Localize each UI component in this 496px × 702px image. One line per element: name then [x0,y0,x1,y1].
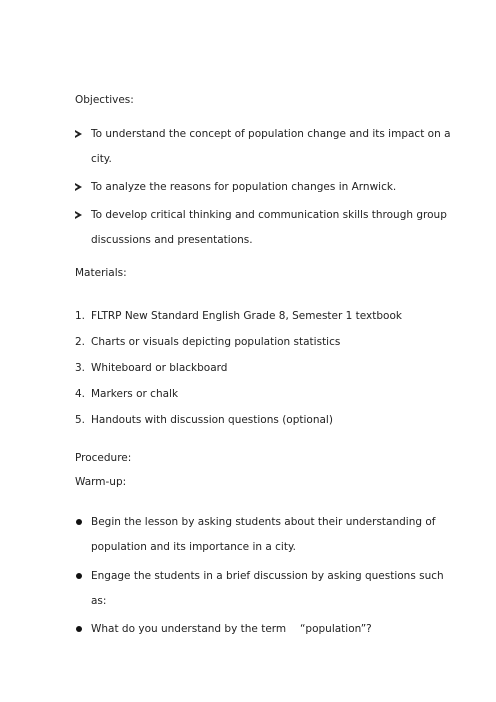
bullet-icon [76,573,82,579]
material-text: Markers or chalk [91,388,179,400]
objective-item [75,180,421,194]
objectives-heading: Objectives: [75,94,134,106]
objective-item [75,208,447,247]
list-number: 2. [75,336,86,348]
procedure-line: population and its importance in a city. [91,541,297,553]
objective-line: To understand the concept of population change and its impact on a [91,128,451,140]
materials-heading: Materials: [75,267,127,279]
arrow-icon [75,130,82,138]
procedure-item [75,515,436,554]
material-item [75,413,421,427]
list-number: 3. [75,362,86,374]
material-text: FLTRP New Standard English Grade 8, Semester 1 textbook [91,310,402,322]
objective-line: To develop critical thinking and communication skills through group [91,209,447,221]
objective-line: discussions and presentations. [91,234,253,246]
material-item [75,309,421,323]
procedure-item [75,569,444,608]
arrow-icon [75,211,82,219]
objective-item [75,127,451,166]
procedure-line: Engage the students in a brief discussion by asking questions such [91,570,444,582]
procedure-item [75,622,421,636]
bullet-icon [76,626,82,632]
list-number: 1. [75,310,86,322]
material-item [75,361,421,375]
objective-line: To analyze the reasons for population changes in Arnwick. [91,181,397,193]
material-item [75,335,421,349]
arrow-icon [75,183,82,191]
bullet-icon [76,519,82,525]
objective-line: city. [91,153,112,165]
procedure-line: What do you understand by the term “population”? [91,623,372,635]
procedure-heading: Procedure: [75,452,132,464]
procedure-line: Begin the lesson by asking students about their understanding of [91,516,436,528]
material-text: Whiteboard or blackboard [91,362,228,374]
warmup-heading: Warm-up: [75,476,127,488]
procedure-line: as: [91,595,107,607]
list-number: 5. [75,414,86,426]
material-text: Handouts with discussion questions (optional) [91,414,333,426]
material-item [75,387,421,401]
list-number: 4. [75,388,86,400]
material-text: Charts or visuals depicting population statistics [91,336,341,348]
